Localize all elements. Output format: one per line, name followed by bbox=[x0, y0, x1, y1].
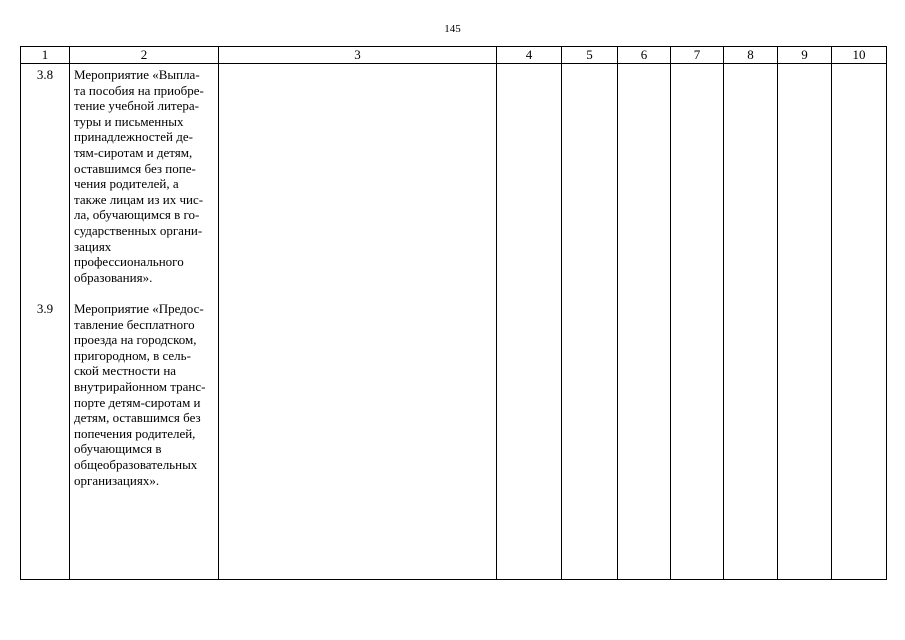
column-header-6: 6 bbox=[618, 47, 671, 64]
item-description-cell bbox=[70, 64, 219, 580]
column-header-7: 7 bbox=[671, 47, 724, 64]
table-cell-col-4 bbox=[497, 64, 562, 580]
table-cell-col-6 bbox=[618, 64, 671, 580]
column-header-3: 3 bbox=[219, 47, 497, 64]
page-number: 145 bbox=[444, 23, 461, 35]
column-header-2: 2 bbox=[70, 47, 219, 64]
column-header-9: 9 bbox=[778, 47, 832, 64]
table-cell-col-8 bbox=[724, 64, 778, 580]
item-number-3-8: 3.8 bbox=[36, 67, 54, 82]
item-description-3-9: Мероприятие «Предос- тавление бесплатного проезда на городском, пригородном, в сель- ской местности на внутрирайонном транс- порте детям-сиротам и детям, оставшимся без попечения родителей, обучающимся в общеобразовательных организациях». bbox=[74, 301, 206, 488]
table-row bbox=[21, 64, 887, 580]
item-description-3-8: Мероприятие «Выпла- та пособия на приобре- тение учебной литера- туры и письменных принадлежностей де- тям-сиротам и детям, оставшимся без попе- чения родителей, а также лицам из их чис- ла, обучающимся в го- сударственных органи- зациях профессионального образования». bbox=[74, 67, 204, 285]
table-cell-col-10 bbox=[832, 64, 887, 580]
column-header-1: 1 bbox=[21, 47, 70, 64]
table-cell-col-7 bbox=[671, 64, 724, 580]
column-header-10: 10 bbox=[832, 47, 887, 64]
item-number-3-9: 3.9 bbox=[36, 301, 54, 316]
document-table bbox=[20, 46, 887, 580]
table-header-row bbox=[21, 47, 887, 64]
table-cell-col-9 bbox=[778, 64, 832, 580]
table-cell-col-5 bbox=[562, 64, 618, 580]
column-header-4: 4 bbox=[497, 47, 562, 64]
column-header-8: 8 bbox=[724, 47, 778, 64]
table-cell-col-3 bbox=[219, 64, 497, 580]
item-number-cell bbox=[21, 64, 70, 580]
column-header-5: 5 bbox=[562, 47, 618, 64]
